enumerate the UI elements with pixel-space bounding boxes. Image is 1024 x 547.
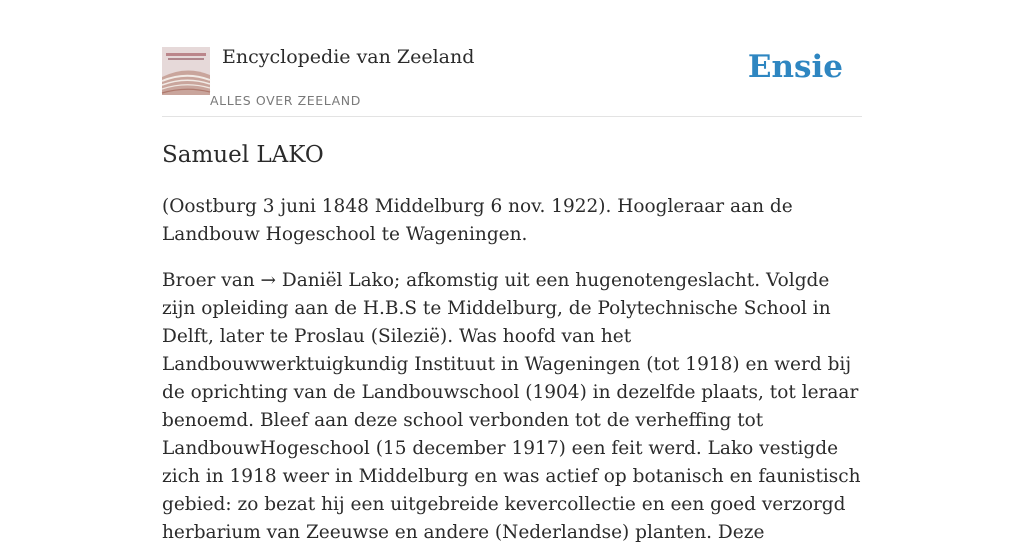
entry-paragraph-2 [162,267,862,547]
para2-prefix: Broer van [162,270,261,291]
daniel-lako-link[interactable]: → Daniël Lako [260,270,395,291]
book-pages-icon [162,47,210,95]
site-avatar[interactable] [162,47,210,95]
ensie-logo-link[interactable]: Ensie [747,49,843,85]
site-header [162,40,862,117]
para2-body: ; afkomstig uit een hugenotengeslacht. Volgde zijn opleiding aan de H.B.S te Middelburg, de Polytechnische School in Delft, later te Proslau (Silezië). Was hoofd van het Landbouwwerktuigkundig Instituut in Wageningen (tot 1918) en werd bij de oprichting van de Landbouwschool (1904) in dezelfde plaats, tot leraar benoemd. Bleef aan deze school verbonden tot de verheffing tot LandbouwHogeschool (15 december 1917) een feit werd. Lako vestigde zich in 1918 weer in Middelburg en was actief op botanisch en faunistisch gebied: zo bezat hij een uitgebreide kevercollectie en een goed verzorgd herbarium van Zeeuwse en andere (Nederlandse) planten. Deze [162,270,861,543]
site-title[interactable]: Encyclopedie van Zeeland [222,46,475,68]
site-subtitle: ALLES OVER ZEELAND [210,93,361,108]
entry-content [162,139,862,547]
entry-paragraph-1: (Oostburg 3 juni 1848 Middelburg 6 nov. 1922). Hoogleraar aan de Landbouw Hogeschool te Wageningen. [162,196,793,245]
entry-title: Samuel LAKO [162,142,324,168]
